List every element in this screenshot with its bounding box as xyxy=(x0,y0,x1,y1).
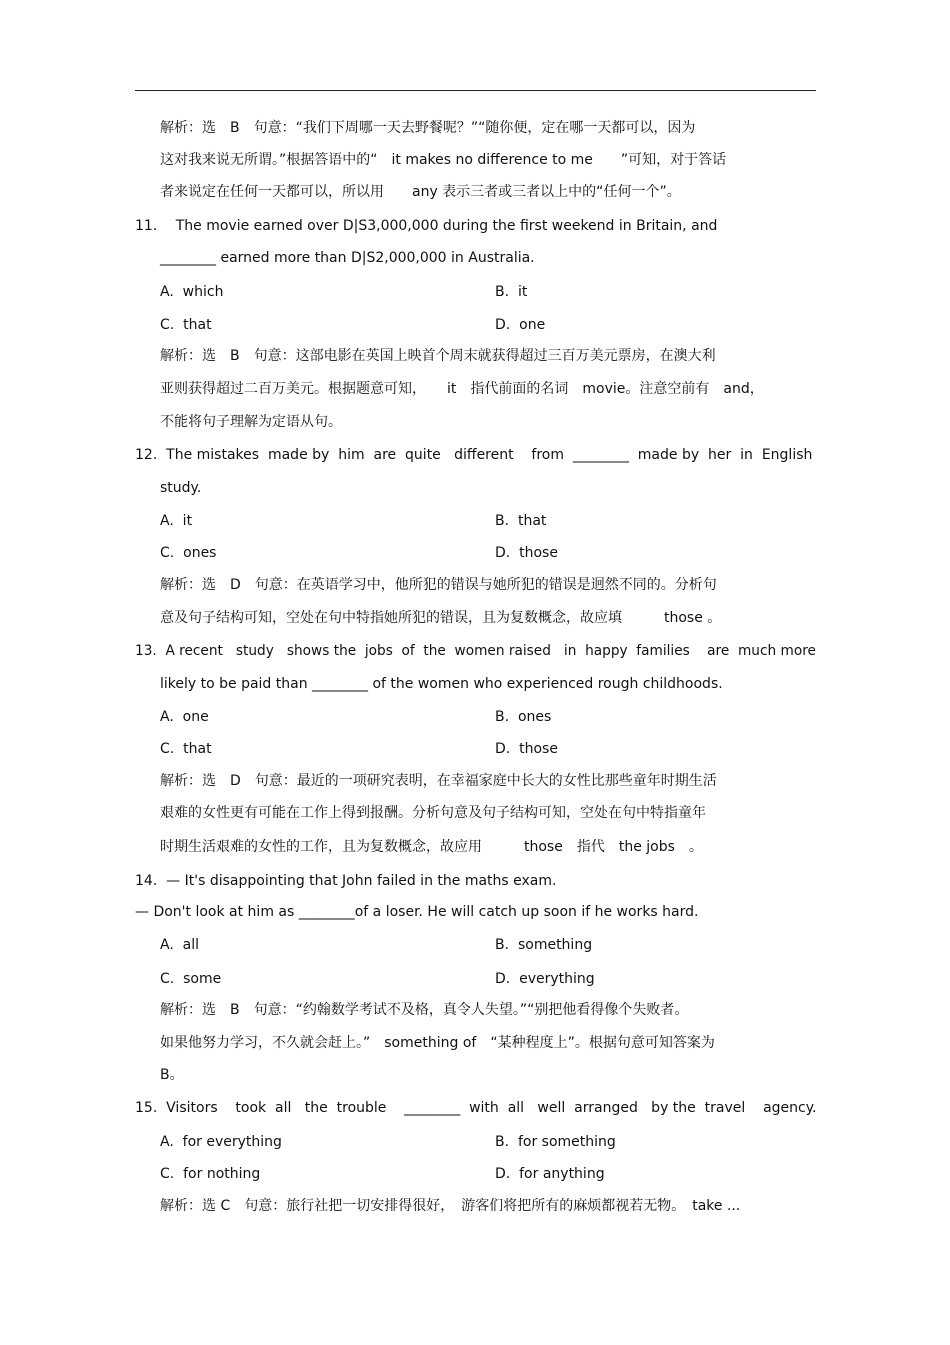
q14-option-b: B. something xyxy=(495,937,593,953)
q12-stem-line-2: study. xyxy=(160,480,202,496)
q11-option-b: B. it xyxy=(495,284,528,300)
q13-stem-line-1: 13. A recent study shows the jobs of the women raised in happy families are much more xyxy=(135,643,816,659)
q13-analysis-line-3: 时期生活艰难的女性的工作，且为复数概念，故应用 those 指代 the jobs 。 xyxy=(160,839,703,855)
q13-analysis-line-2: 艰难的女性更有可能在工作上得到报酬。分析句意及句子结构可知，空处在句中特指童年 xyxy=(160,805,706,821)
q13-option-c: C. that xyxy=(160,741,212,757)
q14-analysis-line-3: B。 xyxy=(160,1067,184,1083)
q11-analysis-line-3: 不能将句子理解为定语从句。 xyxy=(160,414,342,430)
q11-analysis-line-2: 亚则获得超过二百万美元。根据题意可知， it 指代前面的名词 movie。注意空前有 and， xyxy=(160,381,764,397)
q13-stem-line-2: likely to be paid than ________ of the women who experienced rough childhoods. xyxy=(160,676,723,692)
q15-analysis-line-1: 解析：选 C 句意：旅行社把一切安排得很好， 游客们将把所有的麻烦都视若无物。 take ... xyxy=(160,1198,741,1214)
q14-option-c: C. some xyxy=(160,971,222,987)
q11-option-c: C. that xyxy=(160,317,212,333)
q11-analysis-line-1: 解析：选 B 句意：这部电影在英国上映首个周末就获得超过三百万美元票房，在澳大利 xyxy=(160,348,716,364)
q10-analysis-line-2: 这对我来说无所谓。”根据答语中的“ it makes no difference to me ”可知，对于答话 xyxy=(160,152,727,168)
q15-stem-line-1: 15. Visitors took all the trouble ________ with all well arranged by the travel agency. xyxy=(135,1100,817,1116)
q12-analysis-line-1: 解析：选 D 句意：在英语学习中，他所犯的错误与她所犯的错误是迥然不同的。分析句 xyxy=(160,577,717,593)
q12-option-c: C. ones xyxy=(160,545,217,561)
q13-analysis-line-1: 解析：选 D 句意：最近的一项研究表明，在幸福家庭中长大的女性比那些童年时期生活 xyxy=(160,773,717,789)
q12-option-b: B. that xyxy=(495,513,547,529)
q11-option-d: D. one xyxy=(495,317,546,333)
q15-option-d: D. for anything xyxy=(495,1166,605,1182)
q12-option-a: A. it xyxy=(160,513,193,529)
q11-option-a: A. which xyxy=(160,284,224,300)
q12-option-d: D. those xyxy=(495,545,558,561)
q10-analysis-line-3: 者来说定在任何一天都可以，所以用 any 表示三者或三者以上中的“任何一个”。 xyxy=(160,184,681,200)
q14-analysis-line-2: 如果他努力学习，不久就会赶上。” something of “某种程度上”。根据句意可知答案为 xyxy=(160,1035,715,1051)
q13-option-b: B. ones xyxy=(495,709,552,725)
q10-analysis-line-1: 解析：选 B 句意：“我们下周哪一天去野餐呢？”“随你便，定在哪一天都可以，因为 xyxy=(160,120,696,136)
q14-option-a: A. all xyxy=(160,937,200,953)
q14-analysis-line-1: 解析：选 B 句意：“约翰数学考试不及格，真令人失望。”“别把他看得像个失败者。 xyxy=(160,1002,689,1018)
q14-stem-line-2: — Don't look at him as ________of a loser. He will catch up soon if he works hard. xyxy=(135,904,699,920)
header-rule xyxy=(135,90,816,91)
q15-option-c: C. for nothing xyxy=(160,1166,261,1182)
q12-stem-line-1: 12. The mistakes made by him are quite different from ________ made by her in English xyxy=(135,447,813,463)
q13-option-a: A. one xyxy=(160,709,209,725)
q12-analysis-line-2: 意及句子结构可知，空处在句中特指她所犯的错误，且为复数概念，故应填 those 。 xyxy=(160,610,722,626)
q13-option-d: D. those xyxy=(495,741,558,757)
q11-stem-line-1: 11． The movie earned over D|S3,000,000 during the first weekend in Britain, and xyxy=(135,218,718,234)
q14-stem-line-1: 14. — It's disappointing that John failed in the maths exam. xyxy=(135,873,557,889)
q11-stem-line-2: ________ earned more than D|S2,000,000 in Australia. xyxy=(160,250,535,266)
q14-option-d: D. everything xyxy=(495,971,595,987)
q15-option-b: B. for something xyxy=(495,1134,616,1150)
q15-option-a: A. for everything xyxy=(160,1134,282,1150)
